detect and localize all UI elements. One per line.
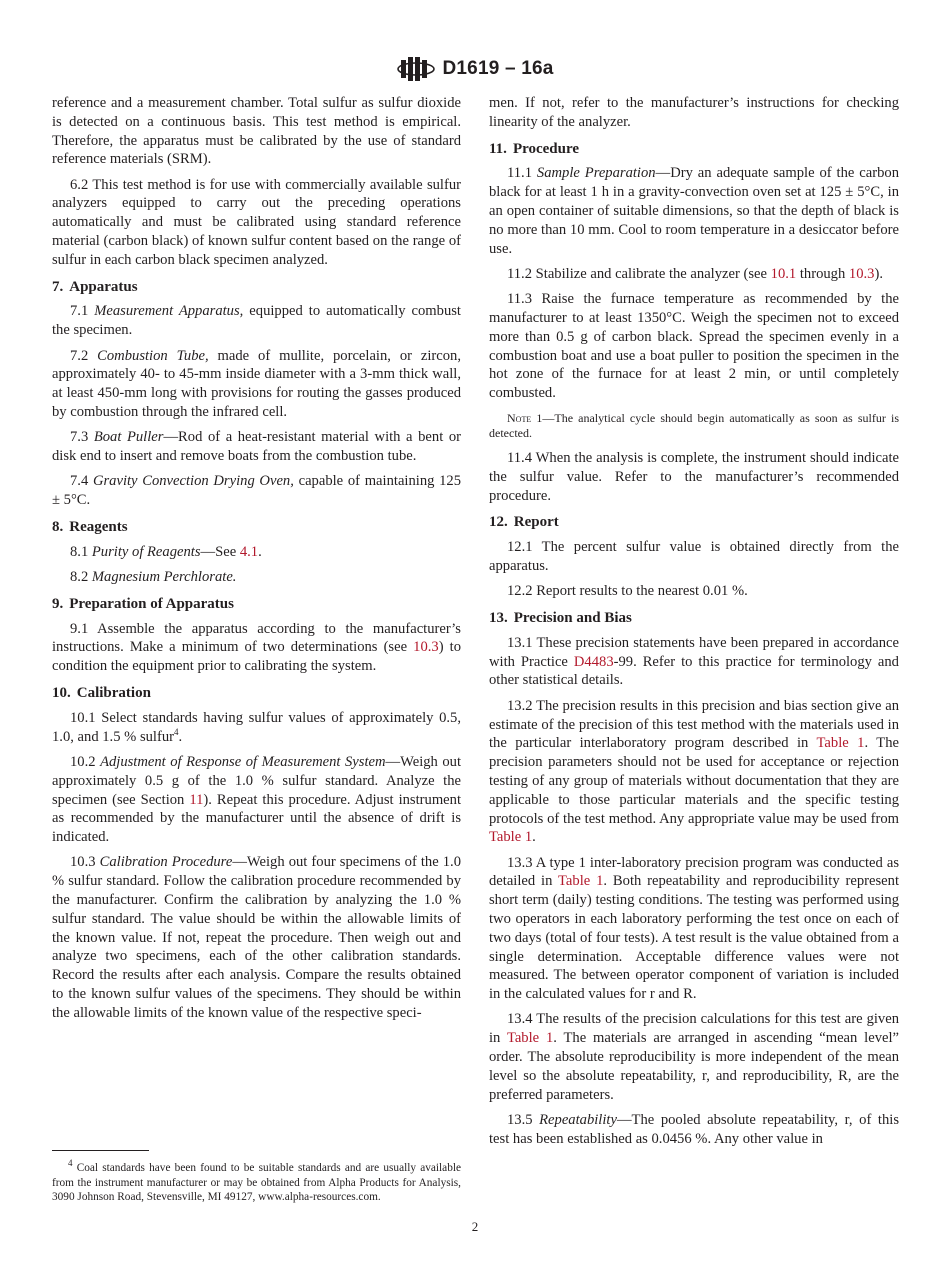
paragraph-7-1: 7.1 Measurement Apparatus, equipped to automatically combust the specimen. bbox=[52, 303, 461, 339]
link-table-1[interactable]: Table 1 bbox=[558, 873, 604, 890]
link-section-10-3[interactable]: 10.3 bbox=[413, 639, 439, 656]
section-heading-10: 10. Calibration bbox=[52, 685, 151, 702]
paragraph-11-4: 11.4 When the analysis is complete, the instrument should indicate the sulfur value. Refer to the manufacturer’s recommended procedure. bbox=[489, 449, 899, 504]
section-heading-13: 13. Precision and Bias bbox=[489, 610, 632, 627]
link-section-4-1[interactable]: 4.1 bbox=[239, 543, 259, 560]
paragraph-11-2: 11.2 Stabilize and calibrate the analyzer (see 10.1 through 10.3). bbox=[507, 265, 883, 282]
paragraph-13-4: 13.4 The results of the precision calculations for this test are given in Table 1. The materials are arranged in ascending “mean level” order. The absolute reproducibility is more independent of the mean level so the absolute repeatability, r, and reproducibility, R, are the preferred parameters. bbox=[489, 1011, 899, 1103]
paragraph-11-1: 11.1 Sample Preparation—Dry an adequate sample of the carbon black for at least 1 h in a gravity-convection oven set at 125 ± 5°C, in an open container of suitable dimensions, so that the depth of black is no more than 10 mm. Cool to room temperature in a desiccator before use. bbox=[489, 165, 899, 257]
paragraph-6-1-continued: reference and a measurement chamber. Total sulfur as sulfur dioxide is detected on a continuous basis. This test method is empirical. Therefore, the apparatus must be calibrated by the use of standard reference materials (SRM). bbox=[52, 95, 461, 168]
footnote-ref-4[interactable]: 4 bbox=[174, 726, 179, 737]
link-table-1[interactable]: Table 1 bbox=[816, 735, 865, 752]
paragraph-11-3: 11.3 Raise the furnace temperature as recommended by the manufacturer to at least 1350°C. Weigh the specimen not to exceed more than 0.5 g of carbon black. Spread the specimen evenly in a combustion boat and use a boat puller to position the specimen in the hot zone of the furnace for at least 2 min, or until completely combusted. bbox=[489, 291, 899, 402]
link-section-11[interactable]: 11 bbox=[189, 791, 204, 808]
section-heading-7: 7. Apparatus bbox=[52, 278, 138, 295]
section-heading-9: 9. Preparation of Apparatus bbox=[52, 595, 234, 612]
link-section-10-1[interactable]: 10.1 bbox=[770, 265, 797, 282]
paragraph-10-3: 10.3 Calibration Procedure—Weigh out four specimens of the 1.0 % sulfur standard. Follow the calibration procedure recommended by the manufacturer. Confirm the calibration by analyzing the 1.0 % sulfur standard. The value should be within the allowable limits of the known value. If not, repeat the procedure. Then weigh out and analyze two specimens, each of the other calibration standards. Record the results after each analysis. Compare the results obtained to the known sulfur values of the specimens. They should be within the allowable limits of the known value of the respective speci- bbox=[52, 854, 462, 1021]
page-header bbox=[0, 52, 950, 86]
paragraph-10-3-continued: men. If not, refer to the manufacturer’s instructions for checking linearity of the analyzer. bbox=[489, 95, 899, 130]
link-table-1[interactable]: Table 1 bbox=[489, 829, 533, 846]
page-number: 2 bbox=[471, 1219, 479, 1234]
paragraph-13-1: 13.1 These precision statements have been prepared in accordance with Practice D4483-99. Refer to this practice for terminology and other statistical details. bbox=[489, 634, 899, 689]
astm-logo-icon bbox=[396, 54, 436, 84]
paragraph-7-2: 7.2 Combustion Tube, made of mullite, porcelain, or zircon, approximately 40- to 45-mm inside diameter with a 3-mm thick wall, at least 450-mm long with provisions for routing the gasses produced by combustion through the infrared cell. bbox=[52, 347, 462, 420]
paragraph-12-2: 12.2 Report results to the nearest 0.01 %. bbox=[507, 583, 748, 600]
paragraph-10-2: 10.2 Adjustment of Response of Measurement System—Weigh out approximately 0.5 g of the 1.0 % sulfur standard. Analyze the specimen (see Section 11). Repeat this procedure. Adjust instrument as recommended by the manufacturer until the absence of drift is indicated. bbox=[52, 753, 462, 846]
note-1: Note 1—The analytical cycle should begin automatically as soon as sulfur is detected. bbox=[489, 410, 899, 441]
paragraph-7-3: 7.3 Boat Puller—Rod of a heat-resistant material with a bent or disk end to insert and remove boats from the combustion tube. bbox=[52, 429, 461, 465]
paragraph-10-1: 10.1 Select standards having sulfur values of approximately 0.5, 1.0, and 1.5 % sulfur$^4$. bbox=[52, 709, 461, 745]
left-column bbox=[52, 94, 461, 1029]
link-d4483[interactable]: D4483 bbox=[573, 653, 614, 670]
footnote-4: $^4$ Coal standards have been found to be suitable standards and are usually available from the instrument manufacturer or may be obtained from Alpha Products for Analysis, 3090 Johnson Road, Stevensville, MI 49127, www.alpha-resources.com. bbox=[52, 1158, 461, 1204]
paragraph-9-1: 9.1 Assemble the apparatus according to the manufacturer’s instructions. Make a minimum of two determinations (see 10.3) to condition the equipment prior to calibrating the system. bbox=[52, 620, 461, 675]
document-id: D1619 – 16a bbox=[442, 58, 554, 79]
section-heading-8: 8. Reagents bbox=[52, 518, 128, 535]
section-heading-11: 11. Procedure bbox=[489, 140, 580, 157]
right-column bbox=[489, 94, 899, 1155]
paragraph-6-2: 6.2 This test method is for use with commercially available sulfur analyzers equipped to carry out the preceding operations automatically and must be calibrated using standard reference material (carbon black) of known sulfur content based on the range of sulfur in each carbon black specimen analyzed. bbox=[52, 176, 461, 268]
paragraph-12-1: 12.1 The percent sulfur value is obtained directly from the apparatus. bbox=[489, 539, 899, 574]
section-heading-12: 12. Report bbox=[489, 514, 559, 531]
link-table-1[interactable]: Table 1 bbox=[506, 1030, 554, 1047]
link-section-10-3[interactable]: 10.3 bbox=[848, 265, 875, 282]
paragraph-13-2: 13.2 The precision results in this precision and bias section give an estimate of the precision of this test method with the materials used in the particular interlaboratory program described in Table 1. The precision parameters should not be used for acceptance or rejection testing of any group of materials without documentation that they are applicable to those particular materials and the specific testing protocols of the test method. Any appropriate value may be used from Table 1. bbox=[489, 697, 899, 846]
paragraph-7-4: 7.4 Gravity Convection Drying Oven, capable of maintaining 125 ± 5°C. bbox=[52, 473, 462, 509]
footnote-divider bbox=[52, 1150, 149, 1151]
paragraph-13-3: 13.3 A type 1 inter-laboratory precision program was conducted as detailed in Table 1. Both repeatability and reproducibility represent short term (daily) testing conditions. The testing was performed using two operators in each laboratory performing the test once on each of two days (total of four tests). A test result is the value obtained from a single determination. Acceptable difference values were not measured. The between operator component of variation is included in the calculated values for r and R. bbox=[489, 854, 899, 1003]
paragraph-8-1: 8.1 Purity of Reagents—See 4.1. bbox=[70, 543, 262, 560]
paragraph-8-2: 8.2 Magnesium Perchlorate. bbox=[70, 569, 237, 586]
paragraph-13-5: 13.5 Repeatability—The pooled absolute repeatability, r, of this test has been established as 0.0456 %. Any other value in bbox=[489, 1111, 899, 1147]
